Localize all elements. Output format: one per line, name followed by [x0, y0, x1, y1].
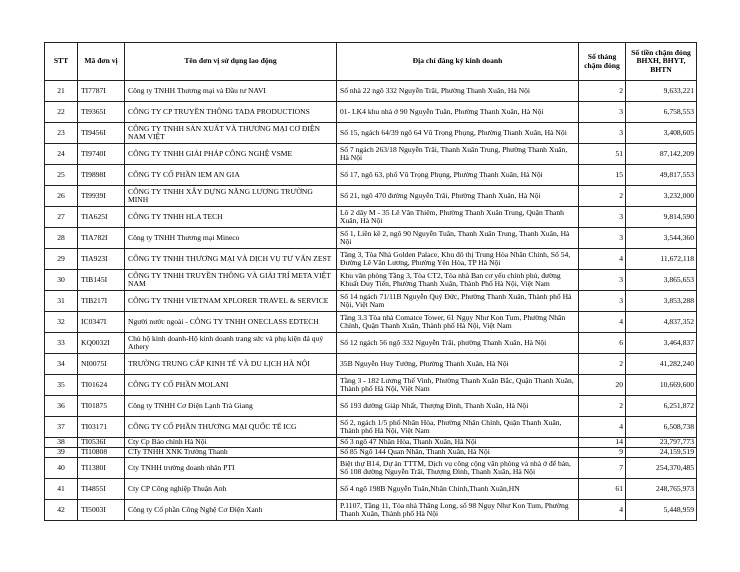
cell-amount: 41,282,240: [626, 354, 697, 375]
cell-amount: 3,865,653: [626, 270, 697, 291]
cell-amount: 4,837,352: [626, 312, 697, 333]
cell-address: 01- LK4 khu nhà ở 90 Nguyễn Tuân, Phường Thanh Xuân, Hà Nội: [337, 102, 579, 123]
cell-months: 3: [579, 270, 626, 291]
cell-address: Số 85 Ngõ 144 Quan Nhân, Thanh Xuân, Hà Nội: [337, 448, 579, 458]
cell-address: Số 193 đường Giáp Nhất, Thượng Đình, Thanh Xuân, Hà Nội: [337, 396, 579, 417]
cell-stt: 33: [45, 333, 78, 354]
cell-name: CTy TNHH XNK Trường Thanh: [125, 448, 337, 458]
cell-name: CÔNG TY TNHH HLA TECH: [125, 207, 337, 228]
cell-code: TI9365I: [78, 102, 125, 123]
cell-address: Số 14 ngách 71/11B Nguyễn Quý Đức, Phường Thanh Xuân, Thành phố Hà Nội, Việt Nam: [337, 291, 579, 312]
cell-amount: 3,464,837: [626, 333, 697, 354]
cell-address: Số 12 ngách 56 ngõ 332 Nguyễn Trãi, phường Thanh Xuân, Hà Nội: [337, 333, 579, 354]
table-row: [45, 333, 697, 354]
header-name: Tên đơn vị sử dụng lao động: [125, 43, 337, 81]
cell-amount: 24,159,519: [626, 448, 697, 458]
cell-amount: 3,544,360: [626, 228, 697, 249]
table-row: [45, 354, 697, 375]
cell-code: TI01624: [78, 375, 125, 396]
table-header-row: [45, 43, 697, 81]
table-row: [45, 500, 697, 521]
cell-stt: 23: [45, 123, 78, 144]
cell-code: TI03171: [78, 417, 125, 438]
cell-name: Công ty TNHH Thương mại Mineco: [125, 228, 337, 249]
cell-name: CÔNG TY CP TRUYỀN THÔNG TADA PRODUCTIONS: [125, 102, 337, 123]
cell-months: 4: [579, 249, 626, 270]
cell-code: NI0075I: [78, 354, 125, 375]
table-row: [45, 186, 697, 207]
cell-address: Số 3 ngõ 47 Nhân Hòa, Thanh Xuân, Hà Nội: [337, 438, 579, 448]
cell-months: 20: [579, 375, 626, 396]
table-row: [45, 102, 697, 123]
cell-amount: 5,448,959: [626, 500, 697, 521]
cell-name: Công ty TNHH Thương mại và Đầu tư NAVI: [125, 81, 337, 102]
cell-months: 6: [579, 333, 626, 354]
cell-months: 7: [579, 458, 626, 479]
cell-amount: 3,232,000: [626, 186, 697, 207]
cell-amount: 87,142,209: [626, 144, 697, 165]
cell-address: Số 21, ngõ 470 đường Nguyễn Trãi, Phường Thanh Xuân, Hà Nội: [337, 186, 579, 207]
cell-stt: 30: [45, 270, 78, 291]
cell-amount: 6,758,553: [626, 102, 697, 123]
cell-months: 2: [579, 186, 626, 207]
cell-months: 2: [579, 81, 626, 102]
cell-stt: 37: [45, 417, 78, 438]
cell-code: KQ0032I: [78, 333, 125, 354]
cell-amount: 3,853,288: [626, 291, 697, 312]
cell-code: TI9939I: [78, 186, 125, 207]
cell-amount: 3,408,605: [626, 123, 697, 144]
cell-name: CÔNG TY TNHH SẢN XUẤT VÀ THƯƠNG MẠI CƠ ĐIỆN NAM VIỆT: [125, 123, 337, 144]
cell-code: TI9898I: [78, 165, 125, 186]
cell-months: 4: [579, 312, 626, 333]
table-body: [45, 81, 697, 521]
header-amount: Số tiền chậm đóng BHXH, BHYT, BHTN: [626, 43, 697, 81]
cell-code: TI7787I: [78, 81, 125, 102]
cell-months: 3: [579, 207, 626, 228]
cell-code: TIA923I: [78, 249, 125, 270]
cell-address: P.1107, Tầng 11, Tòa nhà Thăng Long, số 98 Ngụy Như Kon Tum, Phường Thanh Xuân, Thành phố Hà Nội: [337, 500, 579, 521]
cell-amount: 6,251,872: [626, 396, 697, 417]
delinquency-table: [44, 42, 697, 521]
cell-address: Biệt thự B14, Dự án TTTM, Dịch vụ công cộng văn phòng và nhà ở để bán, Số 108 đường Nguyễn Trãi, Thượng Đình, Thanh Xuân, Hà Nội: [337, 458, 579, 479]
cell-address: Số 15, ngách 64/39 ngõ 64 Vũ Trọng Phụng, Phường Thanh Xuân, Hà Nội: [337, 123, 579, 144]
cell-address: Số 4 ngõ 198B Nguyễn Tuân,Nhân Chính,Thanh Xuân,HN: [337, 479, 579, 500]
cell-amount: 9,633,221: [626, 81, 697, 102]
table-row: [45, 270, 697, 291]
cell-address: Tầng 3, Tòa Nhà Golden Palace, Khu đô thị Trung Hòa Nhân Chính, Số 54, Đường Lê Văn Lương, Phường Yên Hòa, TP Hà Nội: [337, 249, 579, 270]
cell-code: TI4855I: [78, 479, 125, 500]
cell-address: Khu văn phòng Tầng 3, Tòa CT2, Tòa nhà Ban cơ yếu chính phủ, đường Khuất Duy Tiến, Phường Thanh Xuân, Thành Phố Hà Nội, Việt Nam: [337, 270, 579, 291]
cell-code: TI01875: [78, 396, 125, 417]
table-row: [45, 207, 697, 228]
cell-months: 61: [579, 479, 626, 500]
table-row: [45, 249, 697, 270]
cell-name: CÔNG TY CỔ PHẦN THƯƠNG MẠI QUỐC TẾ ICG: [125, 417, 337, 438]
cell-months: 51: [579, 144, 626, 165]
cell-amount: 11,672,118: [626, 249, 697, 270]
cell-stt: 26: [45, 186, 78, 207]
table-row: [45, 165, 697, 186]
cell-address: Tầng 3 - 182 Lương Thế Vinh, Phường Thanh Xuân Bắc, Quận Thanh Xuân, Thành phố Hà Nội, Việt Nam: [337, 375, 579, 396]
cell-code: TI9456I: [78, 123, 125, 144]
cell-stt: 25: [45, 165, 78, 186]
table-row: [45, 448, 697, 458]
cell-code: TIA782I: [78, 228, 125, 249]
cell-address: Số 2, ngách 1/5 phố Nhân Hòa, Phường Nhân Chính, Quận Thanh Xuân, Thành phố Hà Nội, Việt Nam: [337, 417, 579, 438]
cell-name: CÔNG TY CỔ PHẦN IEM AN GIA: [125, 165, 337, 186]
cell-months: 3: [579, 102, 626, 123]
header-code: Mã đơn vị: [78, 43, 125, 81]
cell-months: 9: [579, 448, 626, 458]
cell-name: TRƯỜNG TRUNG CẤP KINH TẾ VÀ DU LỊCH HÀ NỘI: [125, 354, 337, 375]
table-row: [45, 479, 697, 500]
cell-stt: 39: [45, 448, 78, 458]
cell-name: CÔNG TY TNHH TRUYỀN THÔNG VÀ GIẢI TRÍ META VIỆT NAM: [125, 270, 337, 291]
cell-months: 4: [579, 500, 626, 521]
cell-name: CÔNG TY TNHH XÂY DỰNG NĂNG LƯỢNG TRƯỜNG MINH: [125, 186, 337, 207]
table-row: [45, 291, 697, 312]
cell-amount: 248,765,973: [626, 479, 697, 500]
table-row: [45, 228, 697, 249]
cell-stt: 35: [45, 375, 78, 396]
table-row: [45, 144, 697, 165]
cell-months: 2: [579, 354, 626, 375]
cell-name: CÔNG TY CỔ PHẦN MOLANI: [125, 375, 337, 396]
table-row: [45, 438, 697, 448]
cell-name: CÔNG TY TNHH THƯƠNG MẠI VÀ DỊCH VỤ TƯ VẤN ZEST: [125, 249, 337, 270]
cell-months: 3: [579, 123, 626, 144]
cell-months: 3: [579, 291, 626, 312]
cell-name: Cty TNHH trường doanh nhân PTI: [125, 458, 337, 479]
cell-code: TI9740I: [78, 144, 125, 165]
cell-stt: 34: [45, 354, 78, 375]
header-stt: STT: [45, 43, 78, 81]
cell-code: TIB145I: [78, 270, 125, 291]
cell-amount: 254,370,485: [626, 458, 697, 479]
cell-stt: 22: [45, 102, 78, 123]
cell-code: TI0536I: [78, 438, 125, 448]
cell-code: TIA625I: [78, 207, 125, 228]
cell-address: Tầng 3.3 Tòa nhà Comatce Tower, 61 Ngụy Như Kon Tum, Phường Nhân Chính, Quận Thanh Xuân, Thành phố Hà Nội, Việt Nam: [337, 312, 579, 333]
table-row: [45, 396, 697, 417]
cell-code: TI10808: [78, 448, 125, 458]
table-row: [45, 123, 697, 144]
cell-stt: 28: [45, 228, 78, 249]
cell-months: 3: [579, 228, 626, 249]
header-address: Địa chỉ đăng ký kinh doanh: [337, 43, 579, 81]
table-row: [45, 417, 697, 438]
header-months: Số tháng chậm đóng: [579, 43, 626, 81]
cell-amount: 49,817,553: [626, 165, 697, 186]
table-row: [45, 312, 697, 333]
cell-name: CÔNG TY TNHH GIẢI PHÁP CÔNG NGHỆ VSME: [125, 144, 337, 165]
cell-months: 2: [579, 396, 626, 417]
cell-address: 35B Nguyễn Huy Tưởng, Phường Thanh Xuân, Hà Nội: [337, 354, 579, 375]
cell-amount: 9,814,590: [626, 207, 697, 228]
cell-stt: 21: [45, 81, 78, 102]
cell-stt: 32: [45, 312, 78, 333]
cell-stt: 27: [45, 207, 78, 228]
cell-stt: 40: [45, 458, 78, 479]
cell-name: Cty CP Công nghiệp Thuận Anh: [125, 479, 337, 500]
cell-amount: 10,669,600: [626, 375, 697, 396]
cell-months: 4: [579, 417, 626, 438]
table-row: [45, 458, 697, 479]
cell-months: 14: [579, 438, 626, 448]
cell-address: Số 17, ngõ 63, phố Vũ Trọng Phụng, Phường Thanh Xuân, Hà Nội: [337, 165, 579, 186]
delinquency-table-container: [44, 42, 696, 521]
cell-stt: 31: [45, 291, 78, 312]
cell-stt: 29: [45, 249, 78, 270]
cell-amount: 23,797,773: [626, 438, 697, 448]
cell-months: 15: [579, 165, 626, 186]
cell-stt: 42: [45, 500, 78, 521]
table-row: [45, 375, 697, 396]
cell-stt: 41: [45, 479, 78, 500]
cell-code: TI5003I: [78, 500, 125, 521]
cell-stt: 38: [45, 438, 78, 448]
cell-address: Lô 2 dãy M - 35 Lê Văn Thiêm, Phường Thanh Xuân Trung, Quận Thanh Xuân, Hà Nội: [337, 207, 579, 228]
cell-address: Số 1, Liền kề 2, ngõ 90 Nguyễn Tuân, Thanh Xuân Trung, Thanh Xuân, Hà Nội: [337, 228, 579, 249]
cell-name: Công ty TNHH Cơ Điện Lạnh Trà Giang: [125, 396, 337, 417]
table-row: [45, 81, 697, 102]
cell-amount: 6,508,738: [626, 417, 697, 438]
cell-code: TI1380I: [78, 458, 125, 479]
cell-name: Chủ hộ kinh doanh-Hộ kinh doanh trang sức và phụ kiện đá quý Athery: [125, 333, 337, 354]
cell-name: Cty Cp Báo chính Hà Nội: [125, 438, 337, 448]
cell-code: TIB217I: [78, 291, 125, 312]
cell-name: Công ty Cổ phần Công Nghệ Cơ Điện Xanh: [125, 500, 337, 521]
cell-code: IC0347I: [78, 312, 125, 333]
cell-stt: 36: [45, 396, 78, 417]
cell-stt: 24: [45, 144, 78, 165]
cell-address: Số 7 ngách 263/18 Nguyễn Trãi, Thanh Xuân Trung, Phường Thanh Xuân, Hà Nội: [337, 144, 579, 165]
cell-address: Số nhà 22 ngõ 332 Nguyễn Trãi, Phường Thanh Xuân, Hà Nội: [337, 81, 579, 102]
cell-name: CÔNG TY TNHH VIETNAM XPLORER TRAVEL & SERVICE: [125, 291, 337, 312]
cell-name: Người nước ngoài - CÔNG TY TNHH ONECLASS EDTECH: [125, 312, 337, 333]
